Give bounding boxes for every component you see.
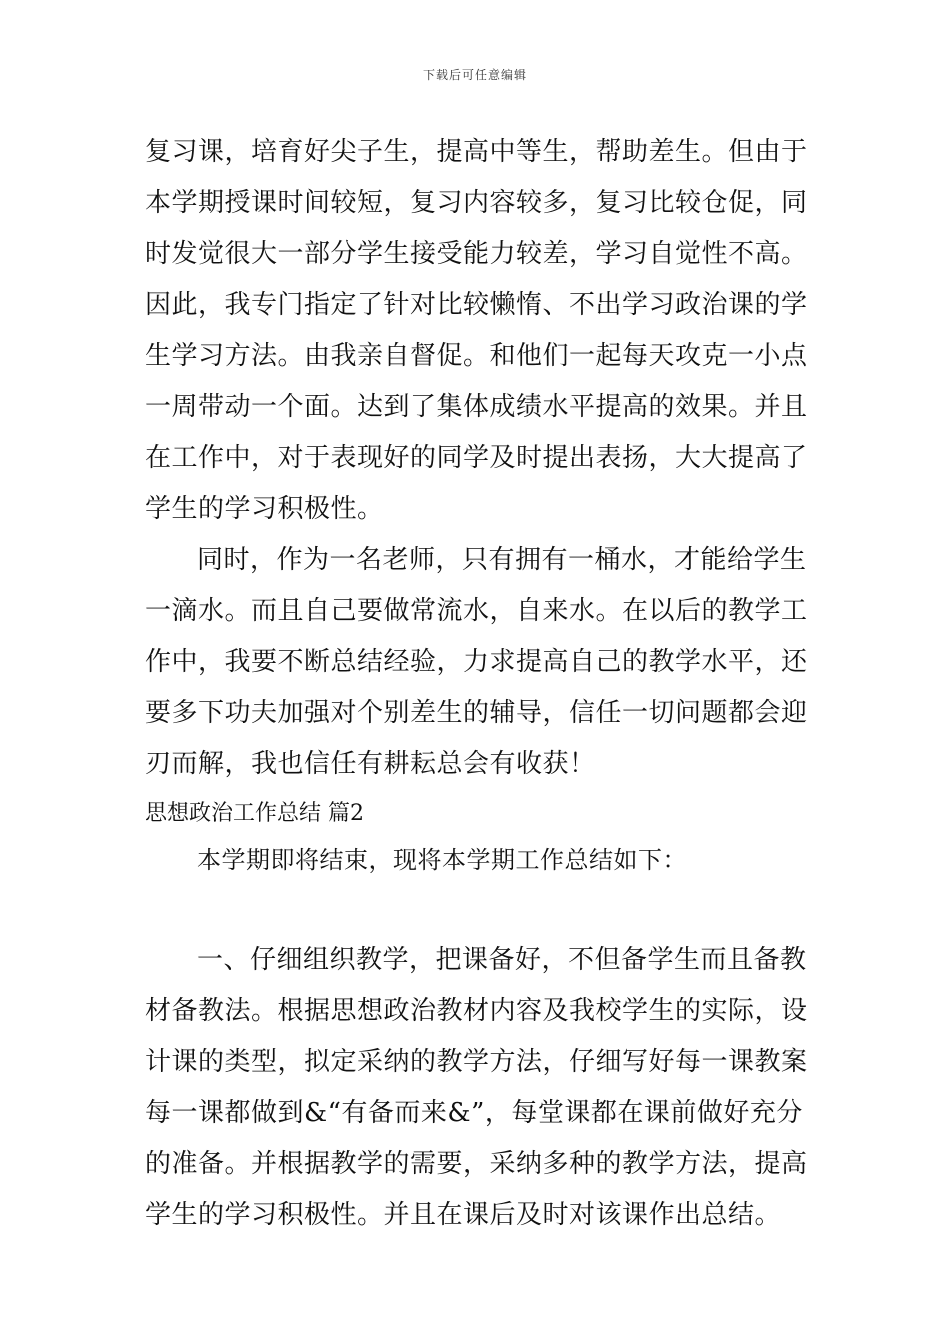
body-line: 每一课都做到&“有备而来&”，每堂课都在课前做好充分 <box>145 1098 803 1128</box>
body-line: 一周带动一个面。达到了集体成绩水平提高的效果。并且 <box>145 392 808 422</box>
body-line: 复习课，培育好尖子生，提高中等生，帮助差生。但由于 <box>145 137 808 167</box>
body-line: 材备教法。根据思想政治教材内容及我校学生的实际，设 <box>145 996 808 1026</box>
body-line: 时发觉很大一部分学生接受能力较差，学习自觉性不高。 <box>145 239 808 269</box>
body-line: 刃而解，我也信任有耕耘总会有收获！ <box>145 749 596 779</box>
body-line: 本学期授课时间较短，复习内容较多，复习比较仓促，同 <box>145 188 808 218</box>
section-heading: 思想政治工作总结 篇2 <box>145 801 364 826</box>
paragraph-first-line: 本学期即将结束，现将本学期工作总结如下： <box>197 846 687 874</box>
paragraph-first-line: 一、仔细组织教学，把课备好，不但备学生而且备教 <box>197 945 807 975</box>
paragraph-first-line: 同时，作为一名老师，只有拥有一桶水，才能给学生 <box>197 545 807 575</box>
body-line: 一滴水。而且自己要做常流水，自来水。在以后的教学工 <box>145 596 808 626</box>
body-line: 要多下功夫加强对个别差生的辅导，信任一切问题都会迎 <box>145 698 808 728</box>
body-line: 作中，我要不断总结经验，力求提高自己的教学水平，还 <box>145 647 808 677</box>
body-line: 生学习方法。由我亲自督促。和他们一起每天攻克一小点 <box>145 341 808 371</box>
body-line: 的准备。并根据教学的需要，采纳多种的教学方法，提高 <box>145 1149 808 1179</box>
body-line: 学生的学习积极性。并且在课后及时对该课作出总结。 <box>145 1200 782 1230</box>
page-header: 下载后可任意编辑 <box>422 68 527 82</box>
body-line: 因此，我专门指定了针对比较懒惰、不出学习政治课的学 <box>145 290 808 320</box>
body-line: 学生的学习积极性。 <box>145 494 384 524</box>
body-line: 在工作中，对于表现好的同学及时提出表扬，大大提高了 <box>145 443 808 473</box>
body-line: 计课的类型，拟定采纳的教学方法，仔细写好每一课教案 <box>145 1047 808 1077</box>
